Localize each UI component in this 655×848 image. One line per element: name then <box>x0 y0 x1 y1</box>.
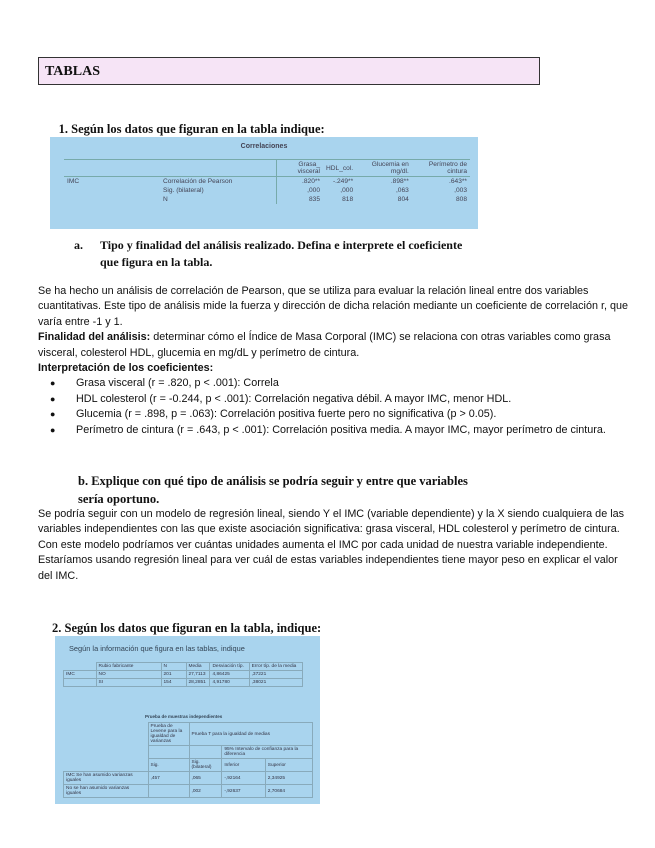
correlation-table-caption: Correlaciones <box>240 143 288 150</box>
ttest-caption: Según la información que figura en las tablas, indique <box>69 644 245 653</box>
question-1-text: Según los datos que figuran en la tabla indique: <box>71 122 325 136</box>
cell: ,37221 <box>249 671 302 679</box>
question-2 <box>52 621 321 636</box>
finalidad-label: Finalidad del análisis: <box>38 331 151 344</box>
ttest-tables-screenshot <box>55 636 320 804</box>
table-row <box>64 177 470 187</box>
cell: -,92164 <box>222 772 265 785</box>
list-item: ● Perímetro de cintura (r = .643, p < .001): Correlación positiva media. A mayor IMC, mayor perímetro de cintura. <box>64 423 628 438</box>
col-header: Sig. (bilateral) <box>189 759 222 772</box>
question-2-text: 2. Según los datos que figuran en la tabla, indique: <box>52 621 322 635</box>
col-header: Prueba de Levene para la igualdad de varianzas <box>148 723 189 746</box>
sub-question-b <box>78 472 468 508</box>
cell: ,457 <box>148 772 189 785</box>
cell: -.249** <box>332 178 354 185</box>
cell: ,000 <box>340 187 354 194</box>
cell: .643** <box>449 178 467 185</box>
table-row <box>64 195 470 204</box>
cell: 4,86425 <box>210 671 249 679</box>
table-row <box>64 785 313 798</box>
col-header: Glucemia en mg/dl. <box>356 160 412 177</box>
table-row <box>64 679 303 687</box>
stat-label: N <box>160 195 277 204</box>
row-sublabel: Se han asumido varianzas iguales <box>66 773 133 783</box>
col-header: Media <box>186 663 210 671</box>
cell: 2,70684 <box>265 785 312 798</box>
stat-label: Sig. (bilateral) <box>160 186 277 195</box>
cell: 201 <box>161 671 186 679</box>
group-stats-table <box>63 662 303 687</box>
col-header: Desviación típ. <box>210 663 249 671</box>
cell: ,063 <box>395 187 409 194</box>
cell: 28,2851 <box>186 679 210 687</box>
col-header: HDL_col. <box>323 160 356 177</box>
question-1-number: 1. <box>58 122 68 136</box>
col-header: Sig. <box>148 759 189 772</box>
question-1 <box>52 122 325 137</box>
list-item: ● HDL colesterol (r = -0.244, p < .001): Correlación negativa débil. A mayor IMC, menor HDL. <box>64 392 628 407</box>
stat-label: Correlación de Pearson <box>160 177 277 187</box>
correlation-table <box>64 159 470 204</box>
table-row <box>64 772 313 785</box>
row-label: IMC <box>67 178 80 185</box>
independent-test-table <box>63 722 313 798</box>
cell: 804 <box>397 196 409 203</box>
cell: 2,34925 <box>265 772 312 785</box>
cell: 27,7113 <box>186 671 210 679</box>
cell: 4,91780 <box>210 679 249 687</box>
cell: ,000 <box>307 187 321 194</box>
col-header: Prueba T para la igualdad de medias <box>189 723 313 746</box>
table-header-row <box>64 160 470 177</box>
cell: ,065 <box>189 772 222 785</box>
list-item: ● Glucemia (r = .898, p = .063): Correlación positiva fuerte pero no significativa (p > 0.05). <box>64 407 628 422</box>
cell: 835 <box>309 196 321 203</box>
sub-question-a-line1: Tipo y finalidad del análisis realizado. Defina e interprete el coeficiente <box>100 238 463 252</box>
independent-test-caption: Prueba de muestras independientes <box>145 714 223 719</box>
table-row <box>64 671 303 679</box>
col-header: Perímetro de cintura <box>412 160 470 177</box>
sub-question-b-line1: b. Explique con qué tipo de análisis se podría seguir y entre que variables <box>78 474 468 488</box>
answer-b-p1: Se podría seguir con un modelo de regresión lineal, siendo Y el IMC (variable dependiente) y la X siendo cualquiera de las variables independientes con las que existe asociación significativa: grasa visceral, HDL colesterol y perímetro de cintura. Con este modelo podríamos ver cuántas unidades aumenta el IMC por cada unidad de nuestra variable independiente. <box>38 508 624 551</box>
col-header: Inferior <box>222 759 265 772</box>
col-header: 95% Intervalo de confianza para la diferencia <box>222 746 313 759</box>
section-title-text: TABLAS <box>45 64 100 79</box>
coefficient-list <box>38 376 628 438</box>
cell: ,003 <box>454 187 467 194</box>
list-item: ● Grasa visceral (r = .820, p < .001): Correla <box>64 376 628 391</box>
section-title <box>38 57 540 85</box>
cell: ,002 <box>189 785 222 798</box>
col-header: Rubio fabricante <box>96 663 161 671</box>
row-sublabel: No se han asumido varianzas iguales <box>64 785 149 798</box>
cell: .898** <box>390 178 409 185</box>
col-header: Error típ. de la media <box>249 663 302 671</box>
cell: 808 <box>455 196 467 203</box>
row-label: IMC <box>64 671 97 679</box>
interpretacion-label: Interpretación de los coeficientes: <box>38 362 214 375</box>
col-header: N <box>161 663 186 671</box>
finalidad-text: determinar cómo el Índice de Masa Corporal (IMC) se relaciona con otras variables como grasa visceral, colesterol HDL, glucemia en mg/dL y perímetro de cintura. <box>38 331 611 359</box>
col-header: Grasa_ visceral <box>277 160 324 177</box>
sub-question-a-label: a. <box>74 238 83 252</box>
cell: -,92637 <box>222 785 265 798</box>
cell: NO <box>96 671 161 679</box>
col-header: Superior <box>265 759 312 772</box>
cell: 154 <box>161 679 186 687</box>
cell: 818 <box>342 196 354 203</box>
answer-a <box>38 284 628 438</box>
answer-a-intro: Se ha hecho un análisis de correlación de Pearson, que se utiliza para evaluar la relación lineal entre dos variables cuantitativas. Este tipo de análisis mide la fuerza y dirección de dicha relación mediante un coeficiente de correlación r, que varía entre -1 y 1. <box>38 285 628 328</box>
cell: SI <box>96 679 161 687</box>
correlation-table-screenshot <box>50 137 478 229</box>
answer-b-p2: Estaríamos usando regresión lineal para ver cuál de estas variables independientes tiene mayor peso en explicar el valor del IMC. <box>38 554 618 582</box>
table-row <box>64 186 470 195</box>
sub-question-b-line2: sería oportuno. <box>78 492 160 506</box>
cell: .820** <box>302 178 321 185</box>
answer-b <box>38 507 628 584</box>
sub-question-a <box>74 237 462 271</box>
row-label: IMC <box>66 773 75 778</box>
sub-question-a-line2: que figura en la tabla. <box>100 255 213 269</box>
cell: ,38021 <box>249 679 302 687</box>
